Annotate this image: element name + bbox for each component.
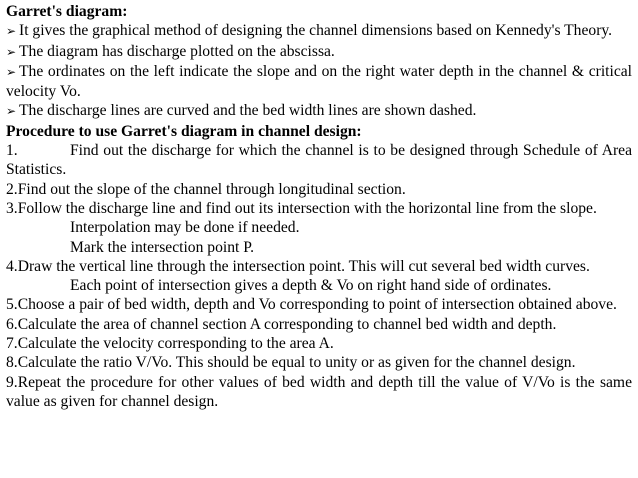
step-3: 3.Follow the discharge line and find out its intersection with the horizontal line from the slope. bbox=[6, 199, 597, 217]
step-1 bbox=[6, 141, 632, 180]
bullet-item bbox=[6, 62, 632, 102]
bullet-text: The diagram has discharge plotted on the abscissa. bbox=[19, 42, 335, 60]
step-9: 9.Repeat the procedure for other values of bed width and depth till the value of V/Vo is the same value as given for channel design. bbox=[6, 373, 632, 410]
step-4: 4.Draw the vertical line through the intersection point. This will cut several bed width curves. bbox=[6, 257, 590, 275]
arrow-bullet-icon: ➢ bbox=[6, 104, 17, 119]
step-7: 7.Calculate the velocity corresponding to the area A. bbox=[6, 335, 334, 353]
step-5: 5.Choose a pair of bed width, depth and Vo corresponding to point of intersection obtained above. bbox=[6, 296, 617, 314]
bullet-item bbox=[6, 21, 632, 41]
step-4-sub-1: Each point of intersection gives a depth & Vo on right hand side of ordinates. bbox=[70, 277, 552, 295]
arrow-bullet-icon: ➢ bbox=[6, 64, 17, 79]
step-3-sub-1: Interpolation may be done if needed. bbox=[70, 219, 300, 237]
step-1-number: 1. bbox=[6, 142, 18, 160]
bullet-item bbox=[6, 101, 632, 121]
document-body bbox=[6, 2, 632, 411]
step-2: 2.Find out the slope of the channel through longitudinal section. bbox=[6, 180, 406, 198]
step-8: 8.Calculate the ratio V/Vo. This should be equal to unity or as given for the channel design. bbox=[6, 354, 576, 372]
step-6: 6.Calculate the area of channel section A corresponding to channel bed width and depth. bbox=[6, 315, 557, 333]
step-3-sub-2: Mark the intersection point P. bbox=[70, 238, 255, 256]
garret-diagram-heading: Garret's diagram: bbox=[6, 3, 128, 20]
bullet-item bbox=[6, 42, 632, 62]
arrow-bullet-icon: ➢ bbox=[6, 24, 17, 39]
step-1-text: Find out the discharge for which the channel is to be designed through Schedule of Area Statistics. bbox=[6, 142, 632, 179]
bullet-text: The discharge lines are curved and the bed width lines are shown dashed. bbox=[19, 102, 477, 120]
bullet-text: It gives the graphical method of designing the channel dimensions based on Kennedy's Theory. bbox=[19, 22, 613, 40]
arrow-bullet-icon: ➢ bbox=[6, 44, 17, 59]
bullet-text: The ordinates on the left indicate the slope and on the right water depth in the channel & critical velocity Vo. bbox=[6, 62, 632, 101]
procedure-heading: Procedure to use Garret's diagram in channel design: bbox=[6, 122, 362, 140]
